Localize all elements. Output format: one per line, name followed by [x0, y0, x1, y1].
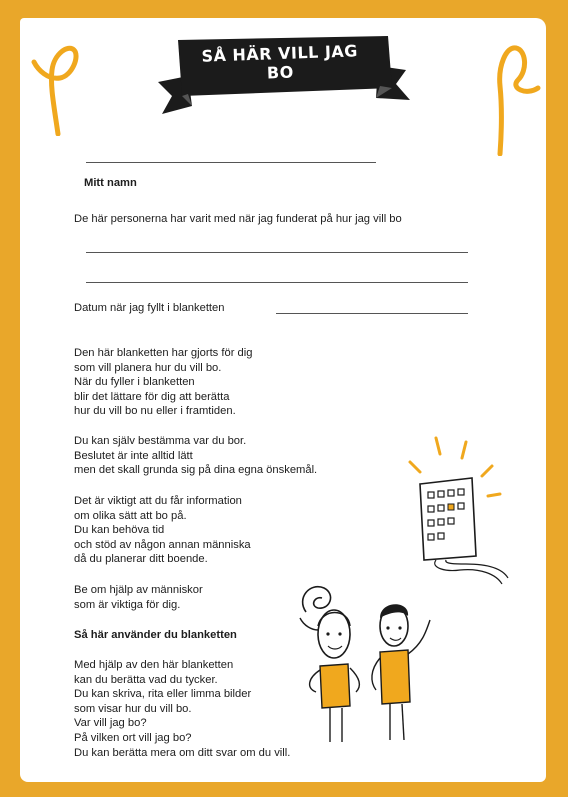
- text-line: Beslutet är inte alltid lätt: [74, 449, 193, 462]
- text-line: Be om hjälp av människor: [74, 584, 203, 596]
- decide-paragraph: [74, 434, 317, 478]
- date-line: [276, 313, 468, 314]
- text-line: men det skall grunda sig på dina egna önskemål.: [74, 464, 318, 477]
- text-line: som är viktiga för dig.: [74, 598, 181, 611]
- text-line: och stöd av någon annan människa: [74, 538, 251, 551]
- intro-paragraph: [74, 346, 252, 419]
- name-label: Mitt namn: [84, 177, 137, 189]
- text-line: Du kan behöva tid: [74, 524, 165, 537]
- text-line: hur du vill bo nu eller i framtiden.: [74, 405, 236, 418]
- howto-heading: Så här använder du blanketten: [74, 629, 237, 641]
- text-line: Var vill jag bo?: [74, 717, 147, 730]
- squiggle-left-decoration: [28, 26, 88, 136]
- text-line: När du fyller i blanketten: [74, 376, 195, 389]
- date-label: Datum när jag fyllt i blanketten: [74, 302, 225, 314]
- text-line: om olika sätt att bo på.: [74, 509, 187, 522]
- people-line-1: [86, 252, 468, 253]
- squiggle-right-decoration: [486, 26, 546, 156]
- text-line: På vilken ort vill jag bo?: [74, 731, 192, 744]
- text-line: Du kan skriva, rita eller limma bilder: [74, 688, 252, 701]
- text-line: som vill planera hur du vill bo.: [74, 361, 222, 374]
- text-line: Med hjälp av den här blanketten: [74, 659, 234, 671]
- text-line: kan du berätta vad du tycker.: [74, 673, 218, 686]
- text-line: blir det lättare för dig att berätta: [74, 390, 230, 403]
- banner-title: SÅ HÄR VILL JAG BO: [201, 41, 359, 83]
- name-line: [86, 162, 376, 163]
- text-line: som visar hur du vill bo.: [74, 702, 192, 715]
- building-illustration: [400, 432, 510, 592]
- text-line: då du planerar ditt boende.: [74, 553, 208, 566]
- people-illustration: [286, 578, 446, 748]
- text-line: Du kan berätta mera om ditt svar om du vill.: [74, 746, 291, 759]
- howto-paragraph: [74, 658, 290, 760]
- people-line-2: [86, 282, 468, 283]
- info-paragraph: [74, 494, 251, 567]
- text-line: Du kan själv bestämma var du bor.: [74, 435, 247, 447]
- text-line: Den här blanketten har gjorts för dig: [74, 347, 253, 359]
- help-paragraph: [74, 583, 203, 612]
- people-label: De här personerna har varit med när jag funderat på hur jag vill bo: [74, 213, 402, 225]
- text-line: Det är viktigt att du får information: [74, 495, 242, 507]
